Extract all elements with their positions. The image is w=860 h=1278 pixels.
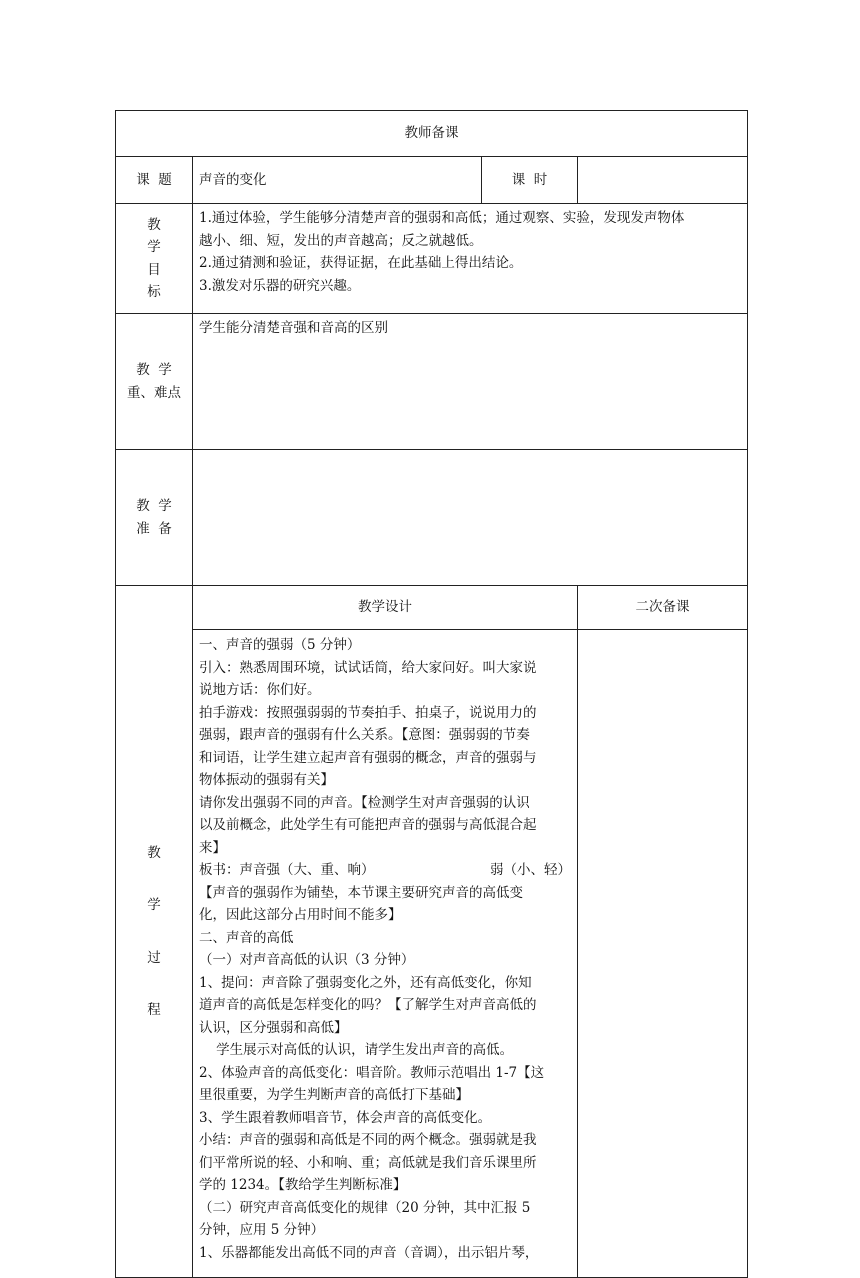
hours-value (578, 157, 748, 204)
table-title: 教师备课 (116, 111, 748, 157)
topic-value: 声音的变化 (193, 157, 482, 204)
process-label: 教 学 过 程 (116, 586, 193, 1278)
goals-label: 教 学 目 标 (116, 204, 193, 314)
lesson-plan-table (115, 110, 748, 1278)
topic-label: 课 题 (116, 157, 193, 204)
preparation-value (193, 450, 748, 586)
hours-label: 课 时 (482, 157, 578, 204)
design-content: 一、声音的强弱（5 分钟） 引入：熟悉周围环境，试试话筒，给大家问好。叫大家说 说地方话：你们好。 拍手游戏：按照强弱弱的节奏拍手、拍桌子，说说用力的 强弱，跟声音的强弱有什么关系。【意图：强弱弱的节奏 和词语，让学生建立起声音有强弱的概念，声音的强弱与 物体振动的强弱有关】 请你发出强弱不同的声音。【检测学生对声音强弱的认识 以及前概念，此处学生有可能把声音的强弱与高低混合起 来】 板书：声音强（大、重、响） 弱（小、轻） 【声音的强弱作为铺垫，本节课主要研究声音的高低变 化，因此这部分占用时间不能多】 二、声音的高低 （一）对声音高低的认识（3 分钟） 1、提问：声音除了强弱变化之外，还有高低变化，你知 道声音的高低是怎样变化的吗？【了解学生对声音高低的 认识，区分强弱和高低】 学生展示对高低的认识，请学生发出声音的高低。 2、体验声音的高低变化：唱音阶。教师示范唱出 1-7【这 里很重要，为学生判断声音的高低打下基础】 3、学生跟着教师唱音节，体会声音的高低变化。 小结：声音的强弱和高低是不同的两个概念。强弱就是我 们平常所说的轻、小和响、重；高低就是我们音乐课里所 学的 1234。【教给学生判断标准】 （二）研究声音高低变化的规律（20 分钟，其中汇报 5 分钟，应用 5 分钟） 1、乐器都能发出高低不同的声音（音调），出示铝片琴， (193, 630, 578, 1278)
revision-content (578, 630, 748, 1278)
keypoints-value: 学生能分清楚音强和音高的区别 (193, 314, 748, 450)
preparation-label: 教 学 准 备 (116, 450, 193, 586)
revision-header: 二次备课 (578, 586, 748, 630)
board-line: 板书：声音强（大、重、响） 弱（小、轻） (199, 862, 571, 878)
goals-content: 1.通过体验，学生能够分清楚声音的强弱和高低；通过观察、实验，发现发声物体 越小、细、短，发出的声音越高；反之就越低。 2.通过猜测和验证，获得证据，在此基础上得出结论。 3.激发对乐器的研究兴趣。 (193, 204, 748, 314)
design-header: 教学设计 (193, 586, 578, 630)
keypoints-label: 教 学 重、难点 (116, 314, 193, 450)
